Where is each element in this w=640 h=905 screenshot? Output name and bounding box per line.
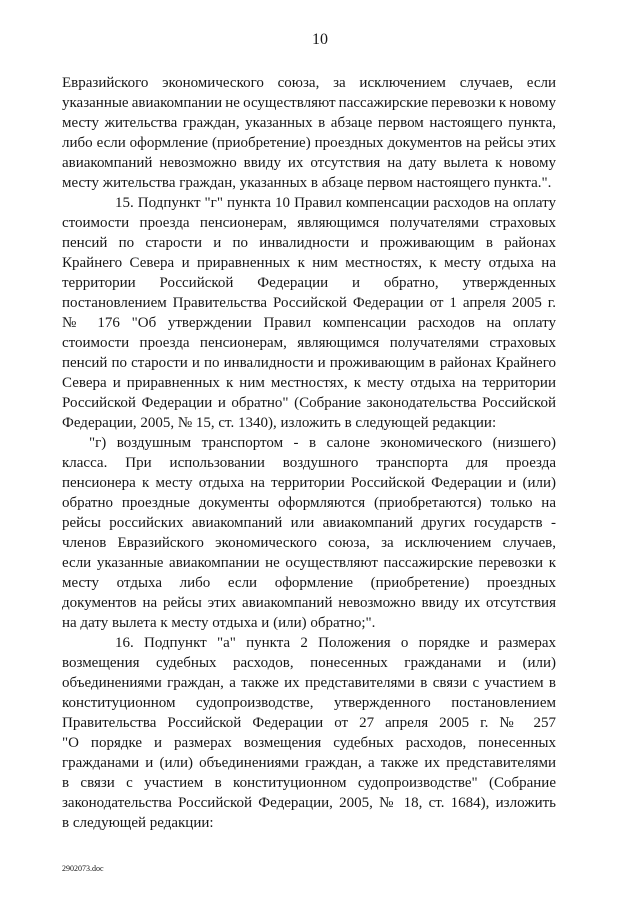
body-text-line: 15. Подпункт "г" пункта 10 Правил компенсации расходов на оплату [115, 195, 556, 211]
body-text-line: "г) воздушным транспортом - в салоне экономического (низшего) [89, 435, 556, 451]
body-text-line: на дату вылета к месту отдыха и (или) обратно;". [62, 615, 376, 631]
body-text-line: месту жительства граждан, указанных в абзаце первом настоящего пункта, [62, 115, 556, 131]
body-text-line: месту отдыха либо если оформление (приобретение) проездных [62, 575, 556, 591]
body-text-line: объединениями граждан, а также их представителями в связи с участием в [62, 675, 556, 691]
body-text-line: указанные авиакомпании не осуществляют пассажирские перевозки к новому [62, 95, 556, 111]
body-text-line: стоимости проезда пенсионерам, являющимся получателями страховых [62, 335, 556, 351]
footer-file-name: 2902073.doc [62, 864, 104, 873]
paragraph-16 [62, 633, 556, 833]
body-text-line: месту жительства граждан, указанных в абзаце первом настоящего пункта.". [62, 175, 552, 191]
document-body [62, 73, 556, 833]
page-number: 10 [312, 31, 328, 48]
body-text-line: стоимости проезда пенсионерам, являющимся получателями страховых [62, 215, 556, 231]
body-text-line: территории Российской Федерации и обратно, утвержденных [62, 275, 556, 291]
body-text-line: если указанные авиакомпании не осуществляют пассажирские перевозки к [62, 555, 556, 571]
body-text-line: рейсы российских авиакомпаний или авиакомпаний других государств - [62, 515, 556, 531]
body-text-line: 16. Подпункт "а" пункта 2 Положения о порядке и размерах [115, 635, 556, 651]
body-text-line: пенсионера к месту отдыха на территории Российской Федерации и (или) [62, 475, 556, 491]
paragraph-continued [62, 73, 556, 193]
body-text-line: членов Евразийского экономического союза, за исключением случаев, [62, 535, 556, 551]
body-text-line: в следующей редакции: [62, 815, 214, 831]
body-text-line: Севера и приравненных к ним местностях, к месту отдыха на территории [62, 375, 556, 391]
quoted-amendment-text [62, 433, 556, 633]
body-text-line: авиакомпаний невозможно ввиду их отсутствия на дату вылета к новому [62, 155, 556, 171]
body-text-line: конституционном судопроизводстве, утвержденного постановлением [62, 695, 556, 711]
body-text-line: постановлением Правительства Российской Федерации от 1 апреля 2005 г. [62, 295, 556, 311]
body-text-line: пенсий по старости и по инвалидности и проживающим в районах Крайнего [62, 355, 556, 371]
body-text-line: Российской Федерации и обратно" (Собрание законодательства Российской [62, 395, 556, 411]
body-text-line: Правительства Российской Федерации от 27 апреля 2005 г. № 257 [62, 715, 556, 731]
body-text-line: в связи с участием в конституционном судопроизводстве" (Собрание [62, 775, 556, 791]
paragraph-15 [62, 193, 556, 433]
body-text-line: документов на рейсы этих авиакомпаний невозможно ввиду их отсутствия [62, 595, 556, 611]
body-text-line: "О порядке и размерах возмещения судебных расходов, понесенных [62, 735, 556, 751]
body-text-line: возмещения судебных расходов, понесенных гражданами и (или) [62, 655, 556, 671]
body-text-line: законодательства Российской Федерации, 2005, № 18, ст. 1684), изложить [62, 795, 556, 811]
body-text-line: № 176 "Об утверждении Правил компенсации расходов на оплату [62, 315, 556, 331]
body-text-line: гражданами и (или) объединениями граждан, а также их представителями [62, 755, 556, 771]
body-text-line: класса. При использовании воздушного транспорта для проезда [62, 455, 556, 471]
body-text-line: Федерации, 2005, № 15, ст. 1340), изложить в следующей редакции: [62, 415, 497, 431]
body-text-line: либо если оформление (приобретение) проездных документов на рейсы этих [62, 135, 556, 151]
body-text-line: пенсий по старости и по инвалидности и проживающим в районах [62, 235, 556, 251]
body-text-line: Крайнего Севера и приравненных к ним местностях, к месту отдыха на [62, 255, 556, 271]
body-text-line: Евразийского экономического союза, за исключением случаев, если [62, 75, 556, 91]
body-text-line: обратно проездные документы оформляются (приобретаются) только на [62, 495, 556, 511]
